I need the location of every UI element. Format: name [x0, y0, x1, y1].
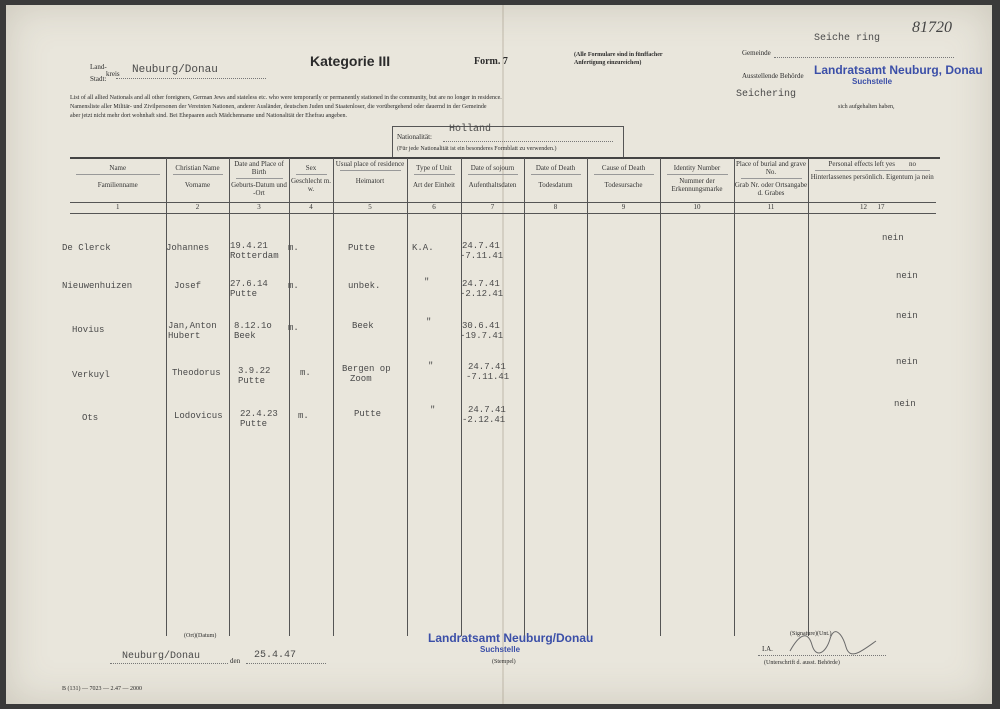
col-header-1: Name Familienname — [70, 158, 166, 203]
document-page — [6, 5, 992, 704]
nationality-value: Holland — [449, 124, 492, 135]
row-2-stay-to: -2.12.41 — [460, 289, 504, 299]
footer-date-dotline — [246, 663, 326, 664]
row-1-birth-date: 19.4.21 — [230, 241, 268, 251]
intro-line-de: Namensliste aller Militär- und Zivilpersonen der Vereinten Nationen, anderer Ausländer, deutschen Juden und Staatenloser, die vorübergehend oder dauernd in der Gemeinde — [70, 104, 487, 110]
row-1-stay-from: 24.7.41 — [462, 241, 500, 251]
form-number: Form. 7 — [474, 56, 508, 67]
row-4-effects: nein — [896, 357, 918, 367]
gemeinde-dotline — [774, 57, 954, 58]
row-4-name: Verkuyl — [72, 370, 110, 380]
row-3-unit: " — [426, 317, 432, 327]
col-header-11: Place of burial and grave No. Grab Nr. oder Ortsangabe d. Grabes — [734, 158, 808, 203]
landkreis-value: Neuburg/Donau — [132, 64, 218, 76]
col-num-1: 1 — [70, 203, 166, 214]
nationality-box — [392, 126, 624, 158]
row-3-home: Beek — [352, 321, 374, 331]
row-4-first-name: Theodorus — [172, 368, 221, 378]
col-num-12: 12 17 — [808, 203, 936, 214]
corner-number: 81720 — [912, 19, 952, 36]
row-2-sex: m. — [288, 281, 299, 291]
table-number-row — [70, 203, 936, 214]
row-2-stay-from: 24.7.41 — [462, 279, 500, 289]
col-header-3: Date and Place of Birth Geburts-Datum und -Ort — [229, 158, 289, 203]
col-header-10: Identity Number Nummer der Erkennungsmarke — [660, 158, 734, 203]
footer-stempel-label: (Stempel) — [492, 659, 516, 665]
nationality-label: Nationalität: — [397, 133, 432, 141]
row-5-sex: m. — [298, 411, 309, 421]
land-label: Land- — [90, 63, 107, 71]
header-stamp-line-2: Suchstelle — [852, 77, 893, 86]
row-5-birth-date: 22.4.23 — [240, 409, 278, 419]
row-3-first-name-2: Hubert — [168, 331, 201, 341]
row-2-home: unbek. — [348, 281, 381, 291]
row-3-birth-place: Beek — [234, 331, 256, 341]
row-5-birth-place: Putte — [240, 419, 268, 429]
row-5-name: Ots — [82, 413, 99, 423]
row-1-stay-to: -7.11.41 — [460, 251, 504, 261]
row-4-unit: " — [428, 361, 434, 371]
footer-date-value: 25.4.47 — [254, 650, 297, 661]
foreigners-table — [70, 158, 936, 636]
row-5-unit: " — [430, 405, 436, 415]
row-5-home: Putte — [354, 409, 382, 419]
row-1-home: Putte — [348, 243, 376, 253]
col-header-7: Date of sojourn Aufenthaltsdaten — [461, 158, 524, 203]
behoerde-label: Ausstellende Behörde — [742, 72, 804, 80]
copies-note-1: (Alle Formulare sind in fünffacher — [574, 52, 663, 58]
nationality-dotline — [443, 141, 613, 142]
row-4-sex: m. — [300, 368, 311, 378]
header-stamp-line-1: Landratsamt Neuburg, Donau — [814, 63, 983, 77]
intro-line-de-end: sich aufgehalten haben, — [838, 104, 895, 110]
footer-ort-dotline — [110, 663, 228, 664]
row-2-name: Nieuwenhuizen — [62, 281, 133, 291]
col-num-2: 2 — [166, 203, 229, 214]
table-header-row — [70, 158, 936, 203]
footer-ort-label: (Ort)(Datum) — [184, 633, 217, 639]
col-num-5: 5 — [333, 203, 407, 214]
footer-ia: I.A. — [762, 645, 773, 653]
row-5-stay-from: 24.7.41 — [468, 405, 506, 415]
row-1-effects: nein — [882, 233, 904, 243]
row-3-stay-to: -19.7.41 — [460, 331, 504, 341]
intro-community-value: Seichering — [736, 89, 797, 100]
row-4-home-2: Zoom — [350, 374, 372, 384]
footer-signature-note: (Unterschrift d. ausst. Behörde) — [764, 660, 840, 666]
gemeinde-value: Seiche ring — [814, 33, 881, 44]
footer-signature-dotline — [758, 655, 886, 656]
col-header-4: Sex Geschlecht m. w. — [289, 158, 333, 203]
row-5-first-name: Lodovicus — [174, 411, 223, 421]
row-2-effects: nein — [896, 271, 918, 281]
footer-ort-value: Neuburg/Donau — [122, 651, 201, 662]
row-1-unit: K.A. — [412, 243, 434, 253]
col-num-6: 6 — [407, 203, 461, 214]
row-3-first-name: Jan,Anton — [168, 321, 217, 331]
row-4-stay-from: 24.7.41 — [468, 362, 506, 372]
col-num-10: 10 — [660, 203, 734, 214]
row-4-stay-to: -7.11.41 — [466, 372, 510, 382]
intro-line-de-2: aber jetzt nicht mehr dort wohnhaft sind. Bei Ehepaaren auch Mädchenname und Nationalität der Ehefrau angeben. — [70, 113, 348, 119]
col-header-8: Date of Death Todesdatum — [524, 158, 587, 203]
handwritten-signature — [786, 627, 882, 657]
row-2-first-name: Josef — [174, 281, 202, 291]
footer-print-code: B (131) — 7023 — 2.47 — 2000 — [62, 686, 142, 692]
col-header-2: Christian Name Vorname — [166, 158, 229, 203]
row-3-sex: m. — [288, 323, 299, 333]
col-num-9: 9 — [587, 203, 660, 214]
intro-line-en: List of all allied Nationals and all other foreigners, German Jews and stateless etc. who were temporarily or permanently stationed in the community, but are no longer in residence. — [70, 95, 502, 101]
col-header-9: Cause of Death Todesursache — [587, 158, 660, 203]
col-num-11: 11 — [734, 203, 808, 214]
footer-signature-label: (Signature)(Unt.) — [790, 631, 832, 637]
row-3-effects: nein — [896, 311, 918, 321]
row-3-stay-from: 30.6.41 — [462, 321, 500, 331]
row-1-birth-place: Rotterdam — [230, 251, 279, 261]
col-num-4: 4 — [289, 203, 333, 214]
row-2-unit: " — [424, 277, 430, 287]
row-3-name: Hovius — [72, 325, 105, 335]
landkreis-dotline — [116, 78, 266, 79]
gemeinde-label: Gemeinde — [742, 49, 771, 57]
row-1-name: De Clerck — [62, 243, 111, 253]
col-num-3: 3 — [229, 203, 289, 214]
row-2-birth-place: Putte — [230, 289, 258, 299]
form-title: Kategorie III — [310, 53, 391, 69]
footer-stamp-line-2: Suchstelle — [480, 645, 521, 654]
row-4-birth-place: Putte — [238, 376, 266, 386]
col-num-8: 8 — [524, 203, 587, 214]
row-3-birth-date: 8.12.1o — [234, 321, 272, 331]
copies-note-2: Anfertigung einzureichen) — [574, 60, 642, 66]
row-4-birth-date: 3.9.22 — [238, 366, 271, 376]
stadt-label: Stadt: — [90, 75, 107, 83]
row-2-birth-date: 27.6.14 — [230, 279, 268, 289]
row-1-sex: m. — [288, 243, 299, 253]
row-5-stay-to: -2.12.41 — [462, 415, 506, 425]
nationality-note: (Für jede Nationalität ist ein besonderes Formblatt zu verwenden.) — [397, 146, 557, 152]
kreis-label: kreis — [106, 70, 120, 78]
footer-stamp-line-1: Landratsamt Neuburg/Donau — [428, 631, 594, 645]
col-header-12: Personal effects left yes no Hinterlassenes persönlich. Eigentum ja nein — [808, 158, 936, 203]
col-num-7: 7 — [461, 203, 524, 214]
col-header-6: Type of Unit Art der Einheit — [407, 158, 461, 203]
row-4-home: Bergen op — [342, 364, 391, 374]
col-header-5: Usual place of residence Heimatort — [333, 158, 407, 203]
row-5-effects: nein — [894, 399, 916, 409]
footer-den: den — [230, 657, 241, 665]
row-1-first-name: Johannes — [166, 243, 210, 253]
